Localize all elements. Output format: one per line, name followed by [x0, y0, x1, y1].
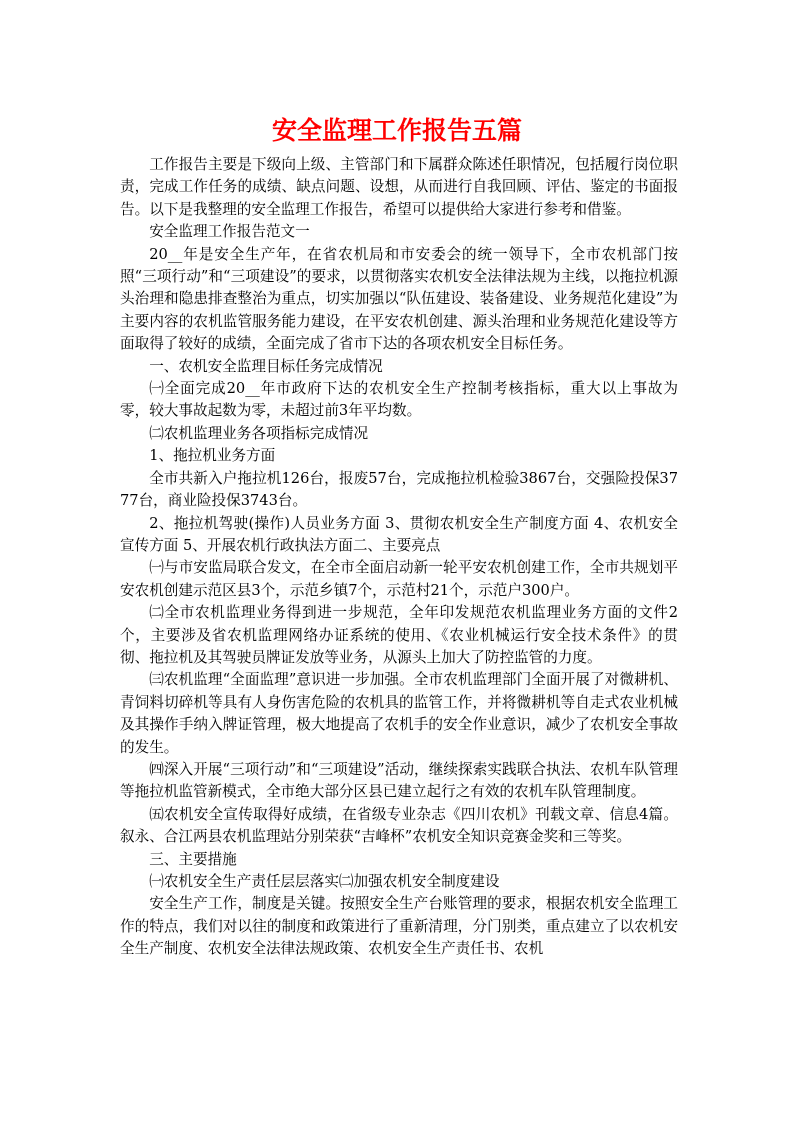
document-title: 安全监理工作报告五篇: [271, 116, 522, 145]
paragraph-business-indicators-heading: ㈡农机监理业务各项指标完成情况: [149, 424, 369, 442]
paragraph-control-indicators: ㈠全面完成20__年市政府下达的农机安全生产控制考核指标，重大以上事故为零，较大事故起数为零，未超过前3年平均数。: [120, 380, 678, 420]
paragraph-overview: 20__年是安全生产年，在省农机局和市安委会的统一领导下，全市农机部门按照“三项行动”和“三项建设”的要求，以贯彻落实农机安全法律法规为主线，以拖拉机源头治理和隐患排查整治为重点，切实加强以“队伍建设、装备建设、业务规范化建设”为主要内容的农机监管服务能力建设，在平安农机创建、源头治理和业务规范化建设等方面取得了较好的成绩，全面完成了省市下达的各项农机安全目标任务。: [120, 245, 678, 353]
paragraph-section-three-heading: 三、主要措施: [149, 850, 237, 868]
paragraph-tractor-business-heading: 1、拖拉机业务方面: [149, 447, 276, 465]
paragraph-highlight-five: ㈤农机安全宣传取得好成绩，在省级专业杂志《四川农机》刊载文章、信息4篇。叙永、合江两县农机监理站分别荣获“吉峰杯”农机安全知识竞赛金奖和三等奖。: [120, 805, 678, 846]
paragraph-sample-heading: 安全监理工作报告范文一: [149, 223, 310, 241]
paragraph-intro: 工作报告主要是下级向上级、主管部门和下属群众陈述任职情况，包括履行岗位职责，完成工作任务的成绩、缺点问题、设想，从而进行自我回顾、评估、鉴定的书面报告。以下是我整理的安全监理工作报告，希望可以提供给大家进行参考和借鉴。: [120, 156, 678, 218]
paragraph-measures-heading: ㈠农机安全生产责任层层落实㈡加强农机安全制度建设: [149, 873, 500, 890]
paragraph-highlight-one: ㈠与市安监局联合发文，在全市全面启动新一轮平安农机创建工作，全市共规划平安农机创建示范区县3个，示范乡镇7个，示范村21个，示范户300户。: [120, 559, 678, 599]
paragraph-subsections: 2、拖拉机驾驶(操作)人员业务方面 3、贯彻农机安全生产制度方面 4、农机安全宣传方面 5、开展农机行政执法方面二、主要亮点: [120, 514, 678, 554]
paragraph-highlight-four: ㈣深入开展“三项行动”和“三项建设”活动，继续探索实践联合执法、农机车队管理等拖拉机监管新模式，全市绝大部分区县已建立起行之有效的农机车队管理制度。: [120, 760, 678, 801]
document-body: [120, 154, 678, 961]
paragraph-system-building: 安全生产工作，制度是关键。按照安全生产台账管理的要求，根据农机安全监理工作的特点，我们对以往的制度和政策进行了重新清理，分门别类，重点建立了以农机安全生产制度、农机安全法律法规政策、农机安全生产责任书、农机: [120, 895, 678, 958]
paragraph-section-one-heading: 一、农机安全监理目标任务完成情况: [149, 357, 383, 375]
paragraph-tractor-business: 全市共新入户拖拉机126台，报废57台，完成拖拉机检验3867台，交强险投保3777台，商业险投保3743台。: [120, 469, 678, 510]
paragraph-highlight-two: ㈡全市农机监理业务得到进一步规范，全年印发规范农机监理业务方面的文件2个，主要涉及省农机监理网络办证系统的使用、《农业机械运行安全技术条件》的贯彻、拖拉机及其驾驶员牌证发放等业务，从源头上加大了防控监管的力度。: [120, 604, 678, 666]
paragraph-highlight-three: ㈢农机监理“全面监理”意识进一步加强。全市农机监理部门全面开展了对微耕机、青饲料切碎机等具有人身伤害危险的农机具的监管工作，并将微耕机等自走式农业机械及其操作手纳入牌证管理，极大地提高了农机手的安全作业意识，减少了农机安全事故的发生。: [120, 671, 678, 756]
